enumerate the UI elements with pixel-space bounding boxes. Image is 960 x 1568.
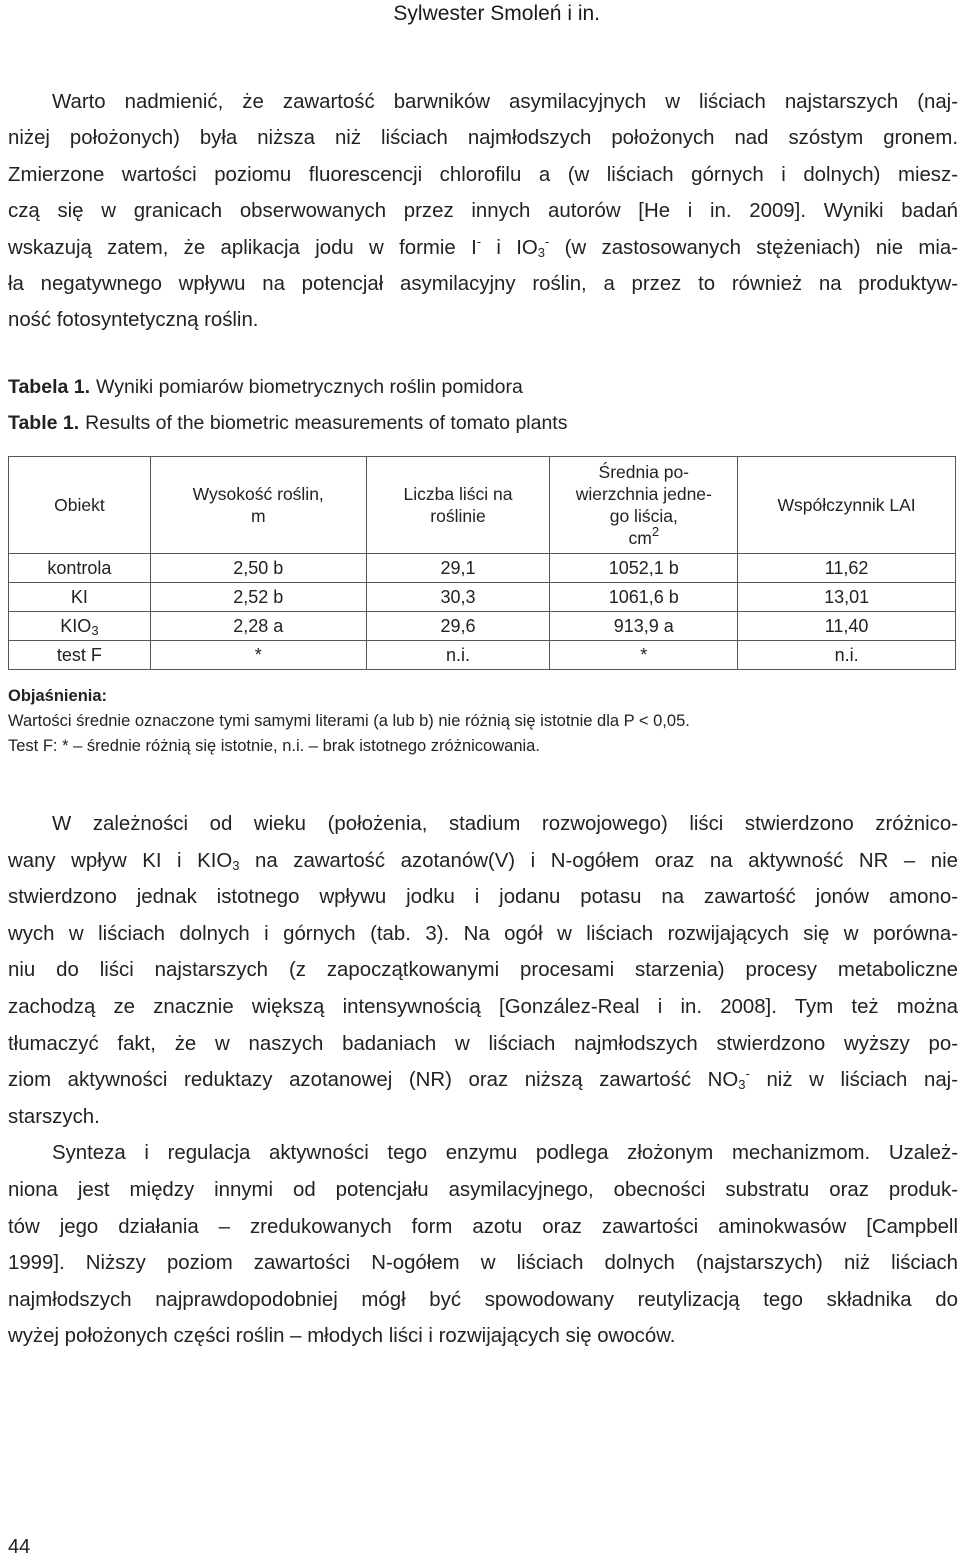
paragraph-line: tów jego działania – zredukowanych form azotu oraz zawartości aminokwasów [Campbell (8, 1215, 958, 1238)
cell-object (9, 612, 151, 641)
cell-object: test F (9, 641, 151, 670)
cell-area: * (550, 641, 738, 670)
header-line: Liczba liści na (403, 484, 513, 504)
table-caption-en (8, 412, 567, 435)
cell-leaves: 30,3 (366, 583, 550, 612)
header-plant-height (150, 457, 366, 554)
cell-height: 2,52 b (150, 583, 366, 612)
header-line: m (250, 506, 266, 526)
cell-leaves: 29,1 (366, 554, 550, 583)
paragraph-line: zachodzą ze znacznie większą intensywnością [González-Real i in. 2008]. Tym też można (8, 995, 958, 1018)
table-row (9, 554, 956, 583)
header-line: go liścia, (609, 506, 678, 526)
cell-lai: 11,62 (738, 554, 956, 583)
subscript: 3 (537, 244, 546, 260)
cell-object: kontrola (9, 554, 151, 583)
paragraph-line: ła negatywnego wpływu na potencjał asymilacyjny roślin, a przez to również na produktyw- (8, 273, 958, 296)
subscript: 3 (91, 622, 99, 638)
table-row (9, 583, 956, 612)
paragraph-line: ność fotosyntetyczną roślin. (8, 309, 259, 332)
paragraph-line: wych w liściach dolnych i górnych (tab. 3). Na ogół w liściach rozwijających się w porówna- (8, 922, 958, 945)
table-label: Tabela 1. (8, 376, 91, 398)
cell-leaves: 29,6 (366, 612, 550, 641)
paragraph-nitrogen (8, 806, 958, 1355)
results-table (8, 456, 956, 670)
paragraph-line: niona jest między innymi od potencjału asymilacyjnego, obecności substratu oraz produk- (8, 1178, 958, 1201)
paragraph-line: Warto nadmienić, że zawartość barwników asymilacyjnych w liściach najstarszych (naj- (52, 91, 958, 113)
cell-height: 2,50 b (150, 554, 366, 583)
running-head: Sylwester Smoleń i in. (393, 2, 600, 25)
paragraph-fluorescence (8, 84, 958, 339)
table-title: Wyniki pomiarów biometrycznych roślin pomidora (96, 376, 523, 398)
superscript: - (745, 1066, 750, 1082)
paragraph-line: W zależności od wieku (położenia, stadium rozwojowego) liści stwierdzono zróżnico- (52, 813, 958, 835)
paragraph-line: Synteza i regulacja aktywności tego enzymu podlega złożonym mechanizmom. Uzależ- (52, 1142, 958, 1165)
cell-lai: 11,40 (738, 612, 956, 641)
header-line: cm (628, 528, 652, 548)
paragraph-line: niu do liści najstarszych (z zapoczątkowanymi procesami starzenia) procesy metaboliczne (8, 959, 958, 982)
table-row (9, 612, 956, 641)
cell-area: 1061,6 b (550, 583, 738, 612)
cell-area: 1052,1 b (550, 554, 738, 583)
superscript: - (476, 233, 482, 249)
paragraph-line (8, 230, 958, 266)
text-run: niż w liściach naj- (749, 1069, 958, 1092)
table-caption-pl (8, 376, 523, 399)
table-header-row (9, 457, 956, 554)
cell-lai: 13,01 (738, 583, 956, 612)
text-run: KIO (60, 615, 92, 636)
paragraph-line (8, 843, 958, 880)
superscript: 2 (651, 524, 660, 539)
paragraph-line: czą się w granicach obserwowanych przez innych autorów [He i in. 2009]. Wyniki badań (8, 200, 958, 223)
subscript: 3 (232, 857, 240, 873)
explanation-line: Wartości średnie oznaczone tymi samymi literami (a lub b) nie różnią się istotnie dla P < 0,05. (8, 712, 690, 730)
explanation-line: Test F: * – średnie różnią się istotnie, n.i. – brak istotnego zróżnicowania. (8, 737, 540, 755)
table-title: Results of the biometric measurements of tomato plants (85, 412, 568, 434)
header-object: Obiekt (9, 457, 151, 554)
paragraph-line: tłumaczyć fakt, że w naszych badaniach w liściach najmłodszych stwierdzono wyższy po- (8, 1032, 958, 1055)
header-line: roślinie (430, 506, 486, 526)
superscript: - (545, 233, 550, 249)
table-label: Table 1. (8, 412, 80, 434)
explanations-heading: Objaśnienia: (8, 687, 108, 705)
header-leaf-area (550, 457, 738, 554)
cell-area: 913,9 a (550, 612, 738, 641)
text-run: wskazują zatem, że aplikacja jodu w formie I (8, 236, 477, 259)
text-run: ziom aktywności reduktazy azotanowej (NR) oraz niższą zawartość NO (8, 1069, 739, 1092)
subscript: 3 (738, 1077, 746, 1093)
text-run: i IO (481, 236, 538, 259)
paragraph-line: Zmierzone wartości poziomu fluorescencji chlorofilu a (w liściach górnych i dolnych) miesz- (8, 163, 958, 186)
header-line: wierzchnia jedne- (575, 484, 712, 504)
table-explanations (8, 684, 690, 759)
cell-object: KI (9, 583, 151, 612)
cell-leaves: n.i. (366, 641, 550, 670)
paragraph-line: wyżej położonych części roślin – młodych liści i rozwijających się owoców. (8, 1325, 676, 1348)
paragraph-line (8, 1062, 958, 1099)
header-line: Średnia po- (598, 462, 690, 482)
cell-height: * (150, 641, 366, 670)
paragraph-line: najmłodszych najprawdopodobniej mógł być spowodowany reutylizacją tego składnika do (8, 1288, 958, 1311)
paragraph-line: 1999]. Niższy poziom zawartości N-ogółem w liściach dolnych (najstarszych) niż liściach (8, 1252, 958, 1275)
header-leaf-count (366, 457, 550, 554)
table-row (9, 641, 956, 670)
cell-height: 2,28 a (150, 612, 366, 641)
header-line: Wysokość roślin, (192, 484, 324, 504)
text-run: wany wpływ KI i KIO (8, 849, 233, 872)
text-run: na zawartość azotanów(V) i N-ogółem oraz na aktywność NR – nie (239, 849, 959, 872)
paragraph-line: stwierdzono jednak istotnego wpływu jodku i jodanu potasu na zawartość jonów amono- (8, 886, 958, 909)
paragraph-line: starszych. (8, 1105, 100, 1128)
page-number: 44 (8, 1536, 31, 1558)
text-run: (w zastosowanych stężeniach) nie mia- (549, 236, 958, 259)
paragraph-line: niżej położonych) była niższa niż liściach najmłodszych położonych nad szóstym gronem. (8, 127, 958, 150)
cell-lai: n.i. (738, 641, 956, 670)
header-lai: Współczynnik LAI (738, 457, 956, 554)
